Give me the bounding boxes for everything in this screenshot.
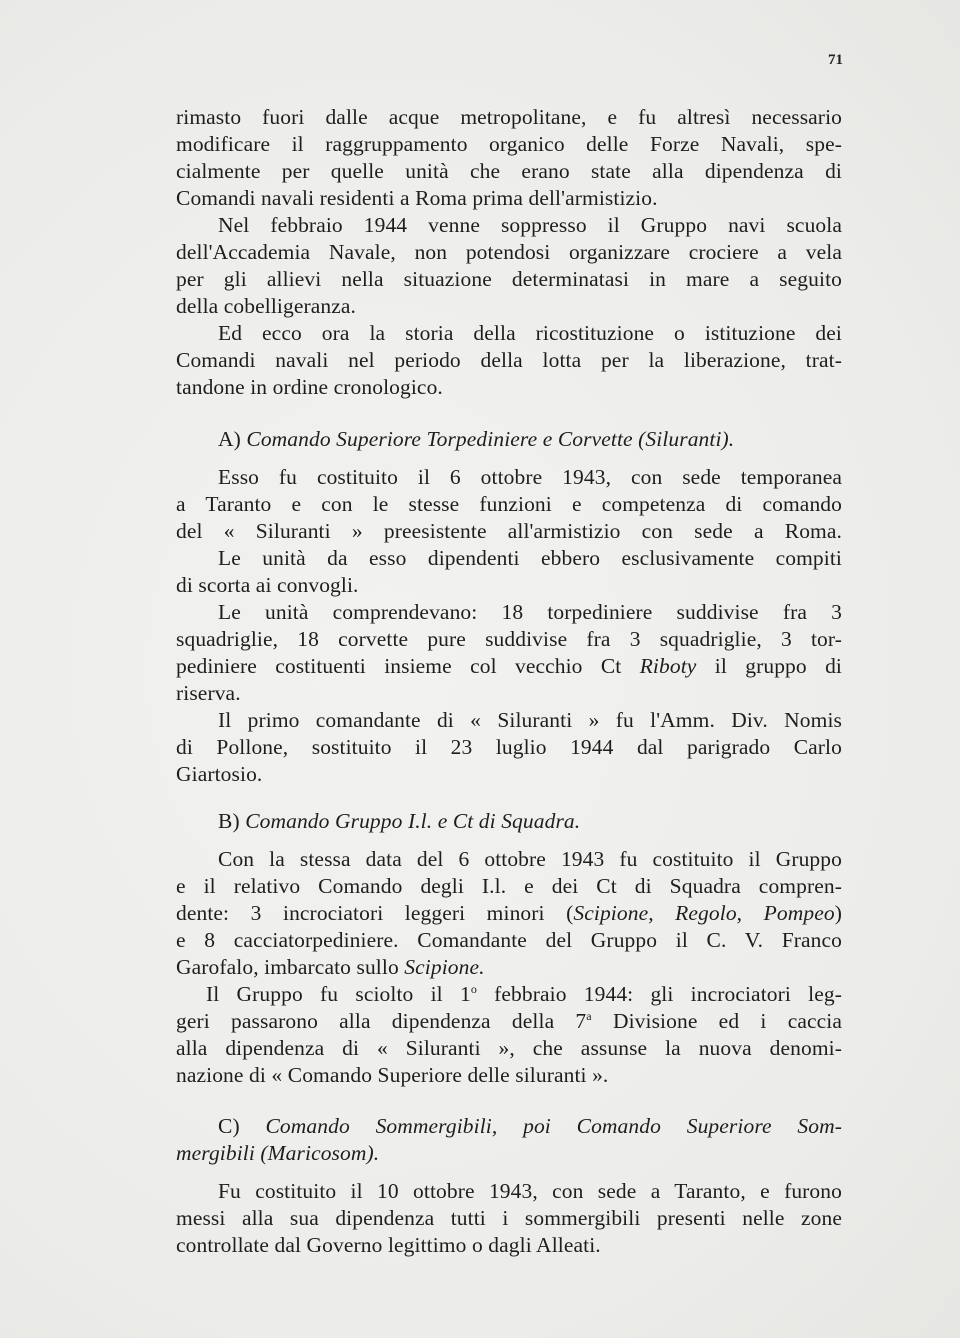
text-line: nazione di « Comando Superiore delle siluranti ». (176, 1063, 609, 1087)
text-line: di scorta ai convogli. (176, 573, 359, 597)
text-line: alla dipendenza di « Siluranti », che assunse la nuova denomi- (176, 1036, 842, 1060)
text-line: pediniere costituenti insieme col vecchio Ct Riboty il gruppo di (176, 654, 842, 678)
text-line: messi alla sua dipendenza tutti i sommergibili presenti nelle zone (176, 1206, 842, 1230)
text-line: geri passarono alla dipendenza della 7$^a$ Divisione ed i caccia (176, 1008, 842, 1033)
text-line: Le unità da esso dipendenti ebbero esclusivamente compiti (218, 546, 842, 570)
text-line: Comandi navali residenti a Roma prima dell'armistizio. (176, 186, 658, 210)
text-line: Fu costituito il 10 ottobre 1943, con sede a Taranto, e furono (218, 1179, 842, 1203)
text-line: dente: 3 incrociatori leggeri minori (Scipione, Regolo, Pompeo) (176, 901, 842, 925)
text-line: Esso fu costituito il 6 ottobre 1943, con sede temporanea (218, 465, 842, 489)
text-line: controllate dal Governo legittimo o dagli Alleati. (176, 1233, 601, 1257)
text-line: rimasto fuori dalle acque metropolitane, e fu altresì necessario (176, 105, 842, 129)
text-line: dell'Accademia Navale, non potendosi organizzare crociere a vela (176, 240, 842, 264)
page-number: 71 (828, 52, 843, 68)
section-label: B) (218, 809, 240, 833)
section-heading-b (218, 808, 842, 835)
text-line: Il primo comandante di « Siluranti » fu l'Amm. Div. Nomis (218, 708, 842, 732)
text-line: Ed ecco ora la storia della ricostituzione o istituzione dei (218, 321, 842, 345)
text-line: Le unità comprendevano: 18 torpediniere suddivise fra 3 (218, 600, 842, 624)
text-line: Garofalo, imbarcato sullo Scipione. (176, 955, 485, 979)
text-line: tandone in ordine cronologico. (176, 375, 443, 399)
text-line: squadriglie, 18 corvette pure suddivise fra 3 squadriglie, 3 tor- (176, 627, 842, 651)
section-heading-a (218, 426, 842, 453)
ship-name: Scipione. (404, 955, 485, 979)
text-line: Nel febbraio 1944 venne soppresso il Gruppo navi scuola (218, 213, 842, 237)
text-line: e il relativo Comando degli I.l. e dei Ct di Squadra compren- (176, 874, 842, 898)
text-line: del « Siluranti » preesistente all'armistizio con sede a Roma. (176, 519, 842, 543)
section-label: C) (218, 1114, 240, 1138)
section-label: A) (218, 427, 241, 451)
ship-names: Scipione, Regolo, Pompeo (573, 901, 835, 925)
section-title-continued: mergibili (Maricosom). (176, 1141, 380, 1165)
text-line: cialmente per quelle unità che erano state alla dipendenza di (176, 159, 842, 183)
text-line: della cobelligeranza. (176, 294, 356, 318)
section-title: Comando Sommergibili, poi Comando Superiore Som- (265, 1114, 842, 1138)
text-line: Con la stessa data del 6 ottobre 1943 fu costituito il Gruppo (218, 847, 842, 871)
text-line: per gli allievi nella situazione determinatasi in mare a seguito (176, 267, 842, 291)
text-line: modificare il raggruppamento organico delle Forze Navali, spe- (176, 132, 842, 156)
section-title: Comando Superiore Torpediniere e Corvette (Siluranti). (246, 427, 735, 451)
text-line: e 8 cacciatorpediniere. Comandante del Gruppo il C. V. Franco (176, 928, 842, 952)
text-line: di Pollone, sostituito il 23 luglio 1944 dal parigrado Carlo (176, 735, 842, 759)
section-heading-c (218, 1113, 842, 1140)
section-title: Comando Gruppo I.l. e Ct di Squadra. (245, 809, 581, 833)
ship-name: Riboty (639, 654, 697, 678)
text-line: riserva. (176, 681, 241, 705)
text-line: Il Gruppo fu sciolto il 1$^o$ febbraio 1944: gli incrociatori leg- (206, 981, 842, 1006)
text-line: a Taranto e con le stesse funzioni e competenza di comando (176, 492, 842, 516)
text-line: Giartosio. (176, 762, 263, 786)
text-line: Comandi navali nel periodo della lotta per la liberazione, trat- (176, 348, 842, 372)
